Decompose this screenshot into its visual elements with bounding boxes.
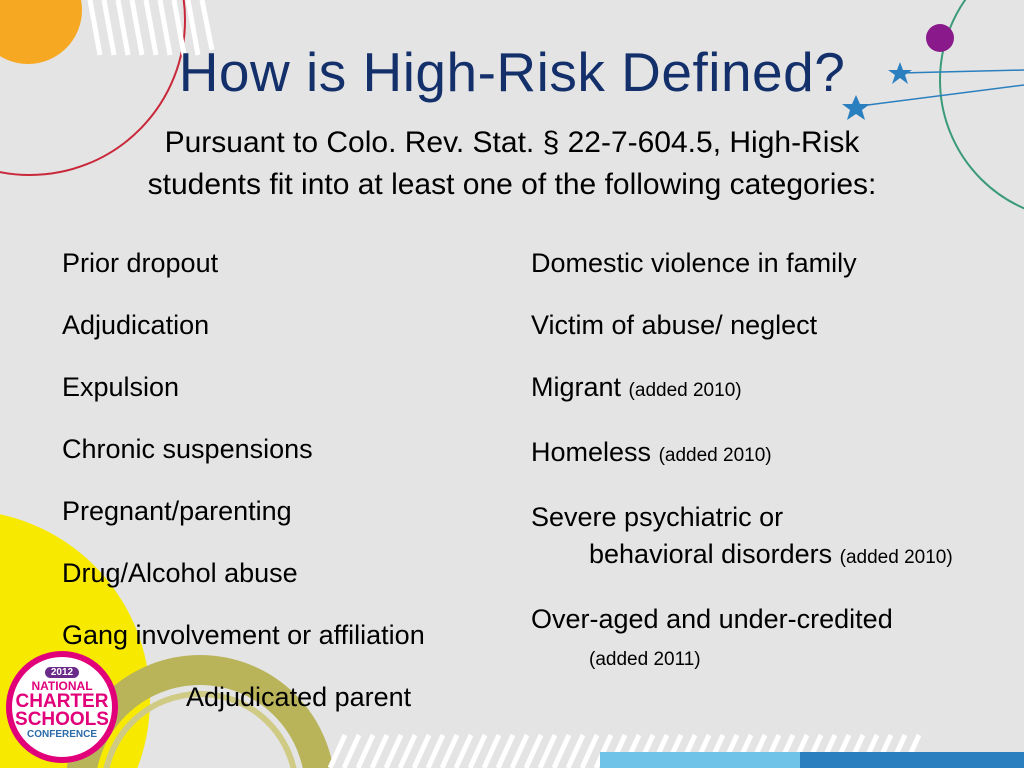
logo-line: CHARTER	[15, 691, 109, 712]
logo-year: 2012	[45, 667, 79, 678]
list-item	[531, 434, 1001, 474]
list-item	[531, 245, 1001, 282]
list-item: Prior dropout	[62, 248, 219, 278]
list-item	[531, 601, 1001, 678]
logo-line: NATIONAL	[31, 679, 93, 693]
subtitle-line: Pursuant to Colo. Rev. Stat. § 22-7-604.5, High-Risk	[164, 126, 860, 159]
item-text: Over-aged and under-credited	[531, 604, 893, 634]
logo-line: SCHOOLS	[15, 709, 109, 730]
item-note: (added 2010)	[628, 380, 742, 401]
right-category-list	[531, 245, 1001, 703]
item-note: (added 2011)	[589, 649, 701, 670]
list-item: Expulsion	[62, 372, 180, 402]
item-text: Domestic violence in family	[531, 248, 857, 278]
list-item	[531, 499, 1001, 576]
item-text: Migrant	[531, 372, 622, 402]
list-item: Pregnant/parenting	[62, 496, 292, 526]
list-item: Chronic suspensions	[62, 434, 313, 464]
list-item: Adjudication	[62, 310, 210, 340]
list-item	[531, 369, 1001, 409]
item-continuation	[531, 638, 1001, 678]
conference-logo	[6, 651, 118, 763]
subtitle-line: students fit into at least one of the following categories:	[147, 168, 877, 201]
item-note: (added 2010)	[658, 445, 772, 466]
logo-line: CONFERENCE	[26, 729, 97, 740]
left-category-list	[62, 245, 502, 741]
slide-title: How is High-Risk Defined?	[178, 41, 846, 103]
list-item: Drug/Alcohol abuse	[62, 558, 298, 588]
item-note: (added 2010)	[839, 547, 953, 568]
list-item	[531, 307, 1001, 344]
list-item: Adjudicated parent	[186, 682, 412, 712]
bottom-color-band	[800, 752, 1024, 768]
item-continuation	[531, 536, 1001, 576]
item-text: behavioral disorders	[589, 539, 833, 569]
item-text: Homeless	[531, 437, 652, 467]
list-item: Gang involvement or affiliation	[62, 620, 425, 650]
item-text: Victim of abuse/ neglect	[531, 310, 818, 340]
slide-subtitle	[80, 122, 944, 206]
item-text: Severe psychiatric or	[531, 502, 784, 532]
